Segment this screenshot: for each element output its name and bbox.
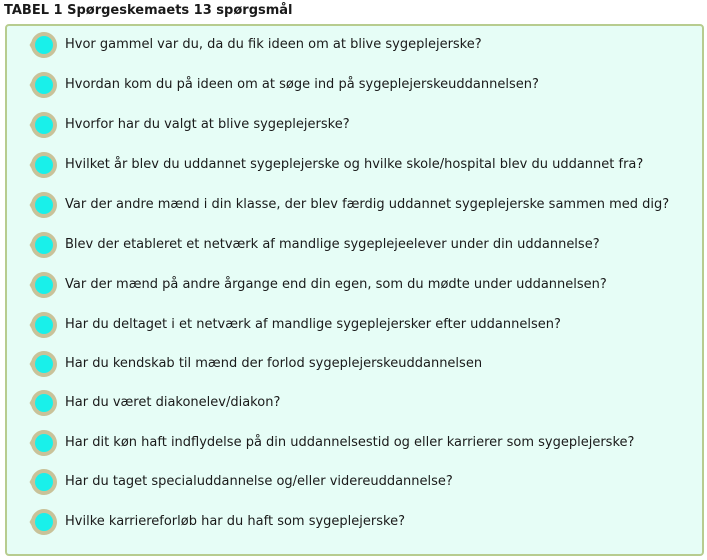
question-item-13 [7,507,702,537]
question-item-6 [7,230,702,260]
question-text: Har dit køn haft indflydelse på din uddannelsestid og eller karrierer som sygeplejerske? [65,435,635,450]
bullet-icon [29,467,59,497]
question-item-11 [7,428,702,458]
table-title: TABEL 1 Spørgeskemaets 13 spørgsmål [4,3,293,18]
question-list [5,24,704,556]
question-item-12 [7,467,702,497]
bullet-icon [29,150,59,180]
bullet-icon [29,310,59,340]
question-text: Har du kendskab til mænd der forlod sygeplejerskeuddannelsen [65,356,483,371]
bullet-icon [29,230,59,260]
bullet-icon [29,110,59,140]
bullet-icon [29,270,59,300]
question-item-8 [7,310,702,340]
question-text: Hvor gammel var du, da du fik ideen om at blive sygeplejerske? [65,37,482,52]
question-text: Var der mænd på andre årgange end din egen, som du mødte under uddannelsen? [65,277,607,292]
question-item-1 [7,30,702,60]
question-text: Hvordan kom du på ideen om at søge ind på sygeplejerskeuddannelsen? [65,77,539,92]
question-item-4 [7,150,702,180]
question-item-3 [7,110,702,140]
question-item-2 [7,70,702,100]
bullet-icon [29,428,59,458]
question-text: Hvilket år blev du uddannet sygeplejerske og hvilke skole/hospital blev du uddannet fra? [65,157,644,172]
bullet-icon [29,30,59,60]
bullet-icon [29,507,59,537]
question-text: Har du taget specialuddannelse og/eller videreuddannelse? [65,474,453,489]
bullet-icon [29,70,59,100]
question-text: Har du deltaget i et netværk af mandlige sygeplejersker efter uddannelsen? [65,317,561,332]
bullet-icon [29,349,59,379]
bullet-icon [29,388,59,418]
question-text: Blev der etableret et netværk af mandlige sygeplejeelever under din uddannelse? [65,237,600,252]
question-item-5 [7,190,702,220]
question-item-7 [7,270,702,300]
bullet-icon [29,190,59,220]
question-text: Var der andre mænd i din klasse, der blev færdig uddannet sygeplejerske sammen med dig? [65,197,670,212]
question-item-10 [7,388,702,418]
question-text: Har du været diakonelev/diakon? [65,395,281,410]
question-text: Hvilke karriereforløb har du haft som sygeplejerske? [65,514,405,529]
question-text: Hvorfor har du valgt at blive sygeplejerske? [65,117,350,132]
question-item-9 [7,349,702,379]
